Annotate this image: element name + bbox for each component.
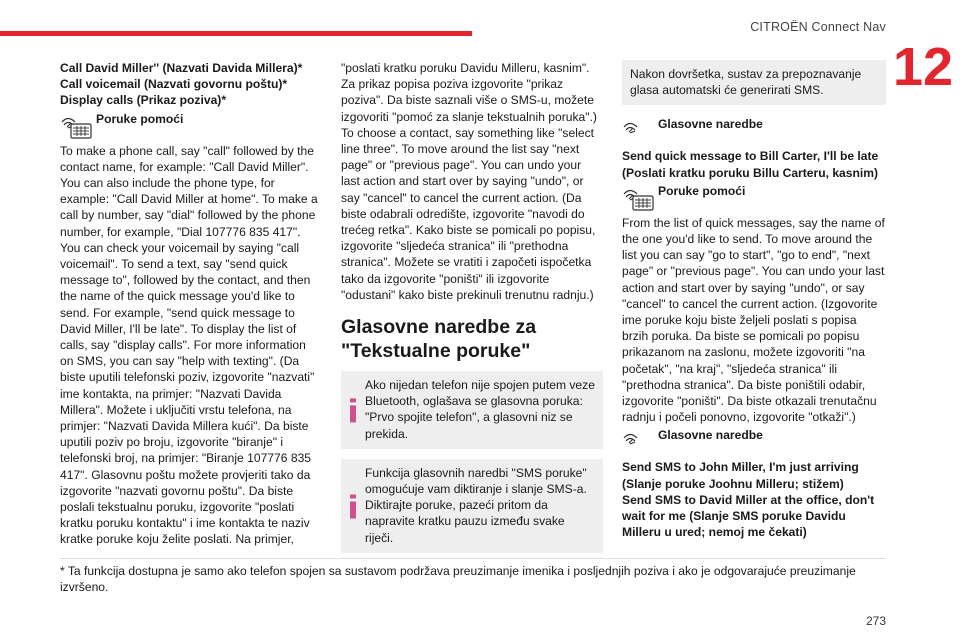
column-left [60, 60, 318, 548]
help-messages-label: Poruke pomoći [96, 111, 184, 126]
command-line: Display calls (Prikaz poziva)* [60, 93, 227, 108]
body-text: "poslati kratku poruku Davidu Milleru, kasnim". Za prikaz popisa poziva izgovorite "prikaz poziva". Da biste saznali više o SMS-u, možete izgovoriti "pomoć za slanje tekstualnih poruka".) To choose a contact, say something like "select line three". To move around the list say "next page" or "previous page". You can undo your last action and start over by saying "undo", or say "cancel" to cancel the current action. (Da biste odabrali odredište, izgovorite "navodi do trećeg retka". Kako biste se pomicali po popisu, izgovorite "sljedeća stranica" ili "prethodna stranica". Možete se vratiti i započeti ispočetka tako da izgovorite "poništi" ili izgovorite "odustani" kako biste prekinuli trenutnu radnju.) [341, 61, 597, 302]
body-text: From the list of quick messages, say the name of the one you'd like to send. To move around the list you can say "go to start", "go to end", "next page" or "previous page". You can undo your last action and start over by saying "undo", or say "cancel" to cancel the current action. (Izgovorite ime poruke koju biste željeli poslati s popisa brzih poruka. Da biste se pomicali po popisu prikazanom na zaslonu, možete izgovoriti "na početak", "na kraj", "sljedeća stranica" ili "prethodna stranica". Da biste poništili odabir, izgovorite "poništi". Da biste otkazali trenutačnu radnju i počeli ponovno, izgovorite "otkaži".) [622, 215, 885, 425]
voice-command-icon [622, 425, 655, 455]
help-messages-header [622, 182, 886, 211]
info-text: Funkcija glasovnih naredbi "SMS poruke" omogućuje vam diktiranje i slanje SMS-a. [365, 465, 587, 497]
footnote: * Ta funkcija dostupna je samo ako telefon spojen sa sustavom podržava preuzimanje imenika i posljednjih poziva i ako je odgovarajuće preuzimanje izvršeno. [60, 564, 856, 595]
section-heading: Glasovne naredbe za "Tekstualne poruke" [341, 316, 537, 363]
chapter-number: 12 [893, 37, 954, 97]
command-line: Send quick message to Bill Carter, I'll be late (Poslati kratku poruku Billu Carteru, kasnim) [622, 149, 879, 180]
voice-commands-label: Glasovne naredbe [658, 428, 763, 443]
voice-commands-header [622, 115, 886, 144]
voice-commands-header [622, 426, 886, 455]
help-messages-label: Poruke pomoći [658, 183, 746, 198]
column-middle [341, 60, 603, 563]
help-messages-header [60, 110, 318, 139]
command-line: Call voicemail (Nazvati govornu poštu)* [60, 77, 288, 92]
brand-title: CITROËN Connect Nav [750, 20, 886, 34]
voice-commands-label: Glasovne naredbe [658, 117, 763, 132]
voice-command-icon [60, 109, 93, 139]
info-box [341, 459, 603, 553]
voice-command-icon [622, 181, 655, 211]
info-icon [347, 379, 359, 442]
column-right [622, 60, 886, 540]
header-accent-bar [0, 31, 472, 36]
info-text: Diktirajte poruke, pazeći pritom da napravite kratku pauzu između svake riječi. [365, 498, 565, 545]
command-line: Send SMS to David Miller at the office, don't wait for me (Slanje SMS poruke Davidu Milleru u ured; nemoj me čekati) [622, 492, 875, 540]
info-text: Ako nijedan telefon nije spojen putem veze Bluetooth, oglašava se glasovna poruka: "Prvo spojite telefon", a glasovni niz se prekida. [365, 378, 595, 441]
command-line: Call David Miller'' (Nazvati Davida Millera)* [60, 61, 303, 75]
note-box [622, 60, 886, 105]
note-text: Nakon dovršetka, sustav za prepoznavanje glasa automatski će generirati SMS. [630, 67, 862, 98]
page-number: 273 [865, 614, 886, 628]
body-text: To make a phone call, say "call" followed by the contact name, for example: "Call David Miller". You can also include the phone type, for example: "Call David Miller at home". To make a call by number, say "dial" followed by the phone number, for example, "Dial 107776 835 417". You can check your voicemail by saying "call voicemail". To send a text, say "send quick message to", followed by the contact, and then the name of the quick message you'd like to send. For example, "send quick message to David Miller, I'll be late". To display the list of calls, say "display calls". For more information on SMS, you can say "help with texting". (Da biste uputili telefonski poziv, izgovorite "nazvati" ime kontakta, na primjer: "Nazvati Davida Millera". Možete i uključiti vrstu telefona, na primjer: "Nazvati Davida Millera kući". Da biste uputili poziv po broju, izgovorite "biranje" i telefonski broj, na primjer: "Biranje 107776 835 417". Glasovnu poštu možete provjeriti tako da izgovorite "nazvati govornu poštu". Da biste poslali tekstualnu poruku, izgovorite "poslati kratku poruku kontaktu" i ime kontakta te naziv kratke poruke koju želite poslati. Na primjer, [60, 143, 318, 547]
info-icon [347, 467, 359, 546]
info-box [341, 371, 603, 449]
voice-command-icon [622, 114, 655, 144]
command-line: Send SMS to John Miller, I'm just arriving (Slanje poruke Joohnu Milleru; stižem) [622, 460, 859, 491]
footnote-separator [60, 558, 886, 559]
